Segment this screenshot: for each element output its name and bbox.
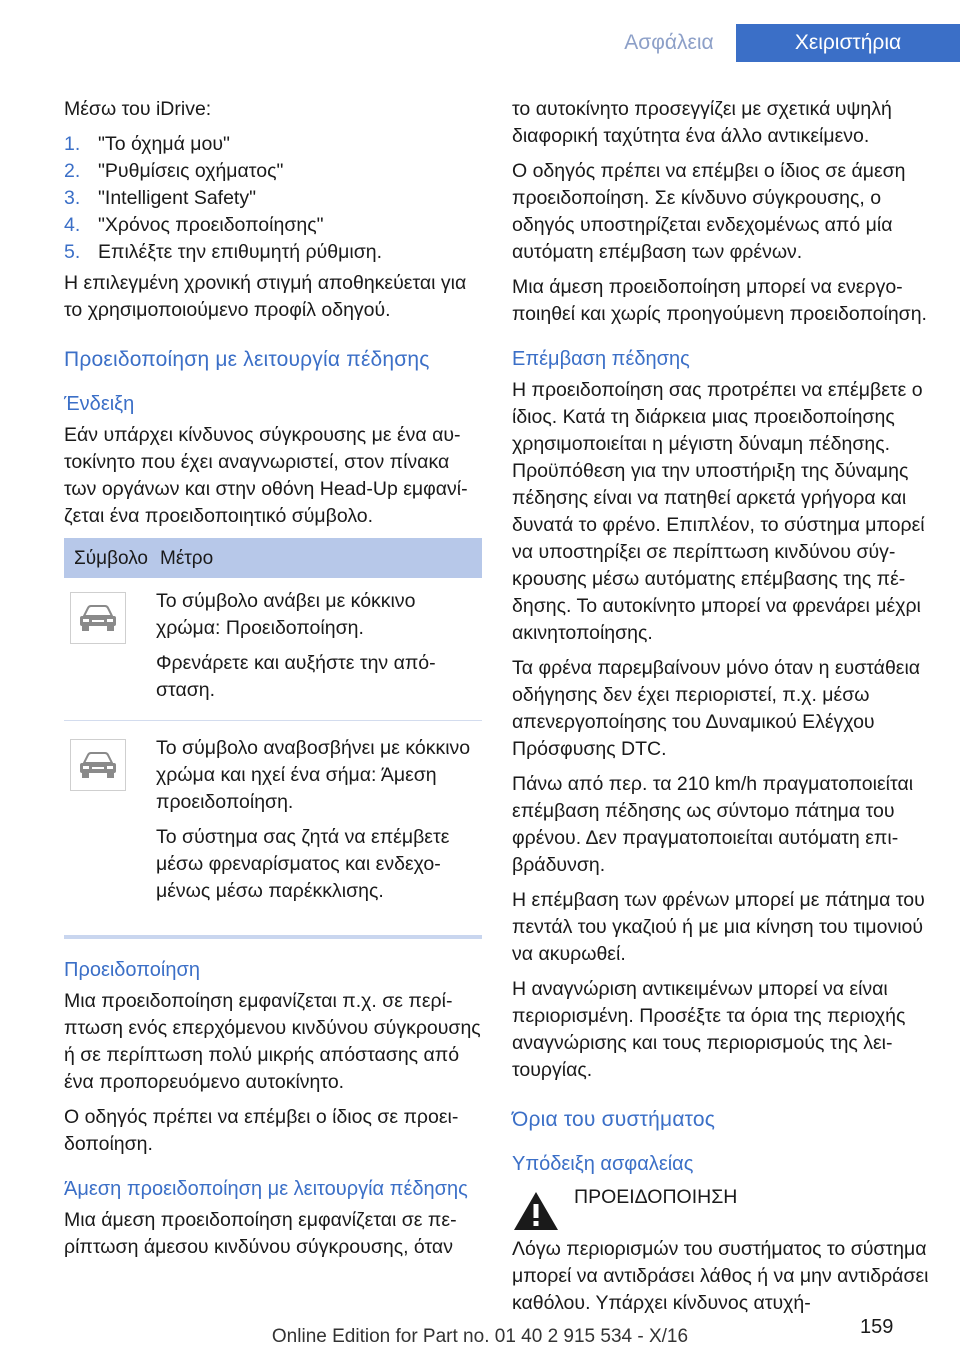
symbol-table	[64, 538, 482, 921]
symbol-cell	[64, 588, 156, 712]
warning-content	[574, 1184, 737, 1232]
step-number: 5.	[64, 241, 81, 263]
step-text: "Χρόνος προειδοποίησης"	[98, 214, 324, 236]
warning-text-2: Ο οδηγός πρέπει να επέμβει ο ίδιος σε προειδοποίηση.	[64, 1106, 459, 1155]
section-divider	[64, 935, 482, 939]
step-text: Επιλέξτε την επιθυμητή ρύθμιση.	[98, 241, 382, 263]
right-column	[512, 96, 932, 1325]
indication-text: Εάν υπάρχει κίνδυνος σύγκρουσης με ένα αυτοκίνητο που έχει αναγνωριστεί, στον πίνακα των οργάνων και στην οθόνη Head-Up εμφανίζεται ένα προειδοποιητικό σύμβολο.	[64, 424, 468, 527]
immediate-text: Μια άμεση προειδοποίηση εμφανίζεται σε περίπτωση άμεσου κινδύνου σύγκρουσης, όταν	[64, 1209, 457, 1258]
stored-note: Η επιλεγμένη χρονική στιγμή αποθηκεύεται για το χρησιμοποιούμενο προφίλ οδηγού.	[64, 272, 467, 321]
measure-line: Το σύστημα σας ζητά να επέμβετε μέσω φρεναρίσματος και ενδεχομένως μέσω παρέκκλισης.	[156, 826, 450, 902]
warning-text-1: Μια προειδοποίηση εμφανίζεται π.χ. σε περίπτωση ενός επερχόμενου κινδύνου σύγκρουσης ή σε περίπτωση πολύ μικρής απόστασης από ένα προπορευόμενο αυτοκίνητο.	[64, 990, 481, 1093]
measure-cell	[156, 735, 482, 913]
measure-line: Το σύμβολο ανάβει με κόκκινο χρώμα: Προειδοποίηση.	[156, 590, 416, 639]
heading-brake-intervention: Επέμβαση πέδησης	[512, 348, 690, 370]
heading-system-limits: Όρια του συστήματος	[512, 1108, 716, 1131]
paragraph: Μια άμεση προειδοποίηση μπορεί να ενεργοποιηθεί και χωρίς προηγούμενη προειδοποίηση.	[512, 276, 927, 325]
table-header	[64, 538, 482, 578]
table-row	[64, 720, 482, 921]
step-text: "Intelligent Safety"	[98, 187, 257, 209]
heading-warning-braking: Προειδοποίηση με λειτουργία πέδησης	[64, 348, 430, 371]
step-number: 3.	[64, 187, 81, 209]
step-text: "Ρυθμίσεις οχήματος"	[98, 160, 284, 182]
list-item	[64, 212, 482, 239]
paragraph: Η επέμβαση των φρένων μπορεί με πάτημα του πεντάλ του γκαζιού ή με μια κίνηση του τιμονιού να ακυρωθεί.	[512, 889, 925, 965]
tab-operation[interactable]: Χειριστήρια	[736, 24, 960, 62]
table-row	[64, 578, 482, 720]
car-warning-icon	[70, 739, 126, 791]
paragraph: Η αναγνώριση αντικειμένων μπορεί να είναι περιορισμένη. Προσέξτε τα όρια της περιοχής αναγνώρισης και τους περιορισμούς της λειτουργίας.	[512, 978, 906, 1081]
footer-edition: Online Edition for Part no. 01 40 2 915 534 - X/16	[271, 1326, 689, 1347]
measure-line: Το σύμβολο αναβοσβήνει με κόκκινο χρώμα και ηχεί ένα σήμα: Άμεση προειδοποίηση.	[156, 737, 471, 813]
heading-indication: Ένδειξη	[64, 393, 135, 415]
list-item	[64, 131, 482, 158]
warning-body: Λόγω περιορισμών του συστήματος το σύστημα μπορεί να αντιδράσει λάθος ή να μην αντιδράσει καθόλου. Υπάρχει κίνδυνος ατυχή-	[512, 1238, 929, 1314]
warning-triangle-icon	[512, 1190, 560, 1232]
column-header-symbol: Σύμβολο	[74, 547, 148, 569]
measure-line: Φρενάρετε και αυξήστε την απόσταση.	[156, 652, 436, 701]
list-item	[64, 239, 482, 266]
warning-title: ΠΡΟΕΙΔΟΠΟΙΗΣΗ	[574, 1186, 738, 1208]
heading-warning: Προειδοποίηση	[64, 959, 200, 981]
column-header-measure: Μέτρο	[160, 547, 214, 569]
list-item	[64, 185, 482, 212]
measure-cell	[156, 588, 482, 712]
paragraph: Τα φρένα παρεμβαίνουν μόνο όταν η ευστάθεια οδήγησης δεν έχει περιοριστεί, π.χ. μέσω απενεργοποίησης του Δυναμικού Ελέγχου Πρόσφυσης DTC.	[512, 657, 921, 760]
car-warning-icon	[70, 592, 126, 644]
heading-immediate-warning: Άμεση προειδοποίηση με λειτουργία πέδησης	[64, 1178, 468, 1200]
idrive-intro: Μέσω του iDrive:	[64, 98, 212, 120]
tab-safety[interactable]: Ασφάλεια	[604, 24, 734, 62]
heading-safety-note: Υπόδειξη ασφαλείας	[512, 1153, 694, 1175]
page-number: 159	[860, 1316, 894, 1338]
left-column	[64, 96, 482, 1269]
paragraph: Πάνω από περ. τα 210 km/h πραγματοποιείται επέμβαση πέδησης ως σύντομο πάτημα του φρένου. Δεν πραγματοποιείται αυτόματη επιβράδυνση.	[512, 773, 914, 876]
step-number: 4.	[64, 214, 81, 236]
step-text: "Το όχημά μου"	[98, 133, 230, 155]
header-bar	[0, 0, 960, 62]
warning-box	[512, 1184, 932, 1232]
paragraph: Η προειδοποίηση σας προτρέπει να επέμβετε ο ίδιος. Κατά τη διάρκεια μιας προειδοποίησης χρησιμοποιείται η μέγιστη δύναμη πέδησης. Προϋπόθεση για την υποστήριξη της δύναμης πέδησης είναι να πατηθεί αρκετά γρήγορα και δυνατά το φρένο. Επιπλέον, το σύστημα μπορεί να υποστηρίξει σε περίπτωση κινδύνου σύγκρουσης μέσω αυτόματης επέμβασης της πέδησης. Το αυτοκίνητο μπορεί να φρενάρει μέχρι ακινητοποίησης.	[512, 379, 925, 644]
list-item	[64, 158, 482, 185]
symbol-cell	[64, 735, 156, 913]
paragraph: το αυτοκίνητο προσεγγίζει με σχετικά υψηλή διαφορική ταχύτητα ένα άλλο αντικείμενο.	[512, 98, 892, 147]
step-number: 1.	[64, 133, 81, 155]
step-number: 2.	[64, 160, 81, 182]
paragraph: Ο οδηγός πρέπει να επέμβει ο ίδιος σε άμεση προειδοποίηση. Σε κίνδυνο σύγκρουσης, ο οδηγός υποστηρίζεται ενδεχομένως από μία αυτόματη επέμβαση των φρένων.	[512, 160, 906, 263]
steps-list	[64, 131, 482, 266]
